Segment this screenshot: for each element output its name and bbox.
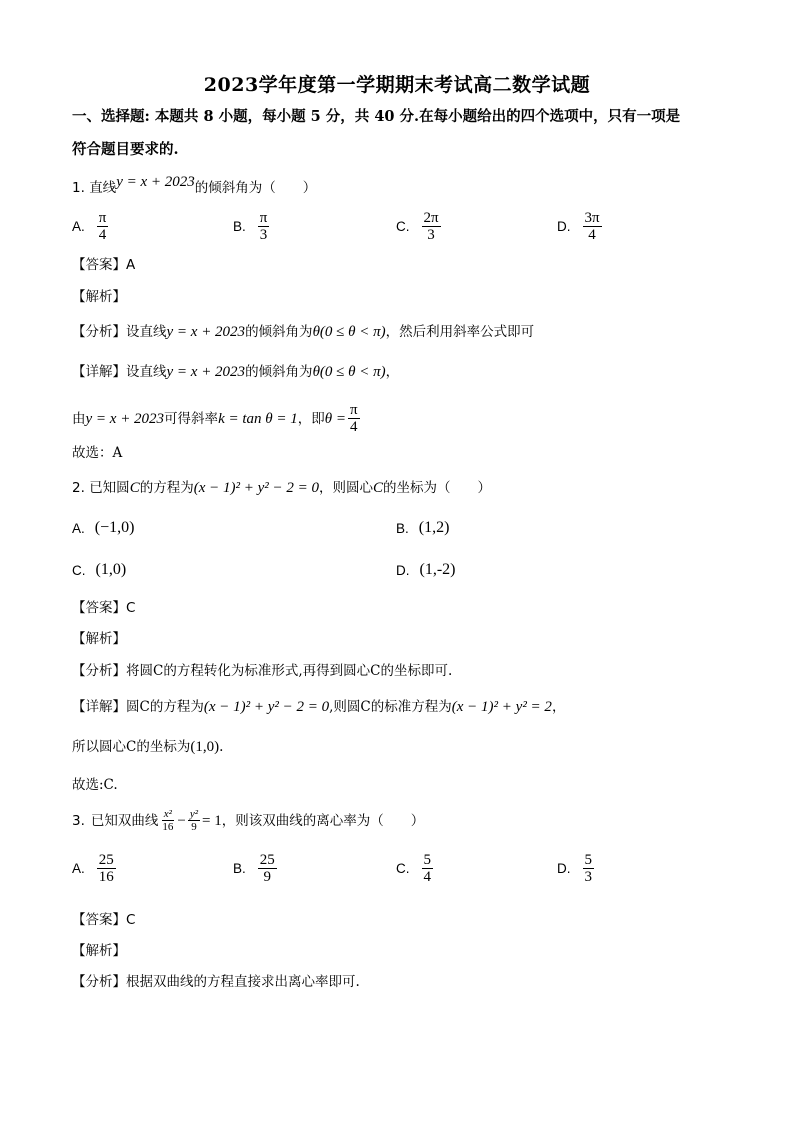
answer-value: A bbox=[126, 257, 136, 273]
fenxi-label: 【分析】 bbox=[72, 663, 126, 679]
equation: (x − 1)² + y² = 2 bbox=[451, 699, 552, 715]
text: 设直线 bbox=[126, 364, 167, 380]
answer-label: 【答案】 bbox=[72, 600, 126, 616]
option-label: C. bbox=[396, 219, 410, 234]
so-line bbox=[72, 737, 223, 757]
equation: (x − 1)² + y² − 2 = 0 bbox=[193, 480, 319, 496]
question-text: 已知双曲线 bbox=[90, 812, 159, 829]
option-label: A. bbox=[72, 219, 85, 234]
detail-line bbox=[72, 697, 565, 717]
option-b[interactable] bbox=[233, 210, 271, 243]
answer-value: C bbox=[126, 912, 136, 928]
detail-label: 【详解】 bbox=[72, 364, 126, 380]
fenxi-label: 【分析】 bbox=[72, 324, 126, 340]
equation: y = x + 2023 bbox=[85, 410, 165, 427]
equation: (x − 1)² + y² − 2 = 0 bbox=[203, 699, 330, 715]
fenxi-line bbox=[72, 972, 360, 992]
option-fraction: $\frac{5}{4}$ bbox=[423, 852, 431, 885]
equation: θ = bbox=[324, 410, 346, 427]
answer-line bbox=[72, 598, 135, 618]
option-label: C. bbox=[72, 562, 86, 578]
question-number: 2. bbox=[72, 480, 85, 496]
option-fraction: $\frac{\pi}{3}$ bbox=[259, 210, 268, 243]
variable: C bbox=[129, 480, 140, 496]
fenxi-label: 【分析】 bbox=[72, 974, 126, 990]
option-d[interactable] bbox=[557, 210, 604, 243]
option-fraction: $\frac{2\pi}{3}$ bbox=[423, 210, 439, 243]
text: 根据双曲线的方程直接求出离心率即可. bbox=[126, 974, 360, 990]
equation: y = x + 2023 bbox=[116, 174, 195, 190]
option-fraction: $\frac{3\pi}{4}$ bbox=[584, 210, 600, 243]
option-value: (1,-2) bbox=[419, 561, 456, 578]
option-label: D. bbox=[557, 861, 571, 876]
answer-label: 【答案】 bbox=[72, 912, 126, 928]
fenxi-line bbox=[72, 322, 534, 342]
conclusion-line: 故选：A bbox=[72, 445, 123, 461]
fenxi-line bbox=[72, 661, 452, 681]
option-c[interactable] bbox=[396, 852, 435, 885]
option-value: (−1,0) bbox=[94, 519, 135, 536]
variable: C bbox=[373, 480, 384, 496]
answer-line bbox=[72, 255, 135, 275]
option-c[interactable] bbox=[396, 210, 443, 243]
detail-line bbox=[72, 362, 399, 382]
text: 可得斜率 bbox=[164, 410, 219, 427]
equation: θ(0 ≤ θ < π) bbox=[312, 364, 386, 380]
option-label: C. bbox=[396, 861, 410, 876]
equation: = 1 bbox=[202, 812, 222, 829]
option-label: A. bbox=[72, 520, 85, 536]
question-text: 的倾斜角为（ ） bbox=[194, 180, 317, 196]
option-b[interactable] bbox=[396, 519, 449, 537]
option-b[interactable] bbox=[233, 852, 279, 885]
option-value: (1,0) bbox=[95, 561, 127, 578]
analysis-label: 【解析】 bbox=[72, 631, 126, 647]
option-value: (1,2) bbox=[418, 519, 450, 536]
section-heading-line2: 符合题目要求的. bbox=[72, 141, 179, 158]
text: 的倾斜角为 bbox=[245, 364, 313, 380]
text: ， bbox=[551, 699, 566, 715]
option-label: B. bbox=[233, 219, 246, 234]
text: 所以圆心C的坐标为 bbox=[72, 739, 191, 755]
text: 的倾斜角为 bbox=[245, 324, 313, 340]
option-fraction: $\frac{25}{16}$ bbox=[98, 852, 114, 885]
option-a[interactable] bbox=[72, 852, 118, 885]
equation: θ(0 ≤ θ < π) bbox=[312, 324, 386, 340]
equation: k = tan θ = 1 bbox=[218, 410, 298, 427]
analysis-label: 【解析】 bbox=[72, 943, 126, 959]
option-fraction: $\frac{5}{3}$ bbox=[584, 852, 592, 885]
question-number: 1. bbox=[72, 180, 85, 196]
text: 圆C的方程为 bbox=[126, 699, 204, 715]
answer-value: C bbox=[126, 600, 136, 616]
operator: − bbox=[177, 812, 186, 829]
text: ，然后利用斜率公式即可 bbox=[385, 324, 535, 340]
text: . bbox=[219, 739, 224, 755]
option-label: D. bbox=[557, 219, 571, 234]
option-label: D. bbox=[396, 562, 410, 578]
question-text: 已知圆 bbox=[89, 480, 130, 496]
option-d[interactable] bbox=[396, 561, 455, 579]
question-text: ，则圆心 bbox=[319, 480, 373, 496]
question-number: 3. bbox=[72, 812, 85, 829]
option-a[interactable] bbox=[72, 519, 134, 537]
option-label: B. bbox=[396, 520, 409, 536]
question-text: 直线 bbox=[89, 180, 117, 196]
section-heading-line1: 一、选择题: 本题共 8 小题，每小题 5 分，共 40 分.在每小题给出的四个选项中，只有一项是 bbox=[72, 108, 681, 125]
fraction: $\frac{\text{y²}}{9}$ bbox=[189, 808, 199, 833]
page-title: 2023学年度第一学期期末考试高二数学试题 bbox=[203, 74, 591, 96]
question-1 bbox=[72, 174, 317, 198]
option-label: B. bbox=[233, 861, 246, 876]
question-3 bbox=[72, 808, 424, 833]
answer-line bbox=[72, 910, 135, 930]
option-c[interactable] bbox=[72, 561, 126, 579]
question-text: 的坐标为（ ） bbox=[383, 480, 492, 496]
fraction: $\frac{\pi}{4}$ bbox=[350, 402, 358, 435]
equation: y = x + 2023 bbox=[166, 324, 246, 340]
question-2 bbox=[72, 478, 491, 498]
detail-label: 【详解】 bbox=[72, 699, 126, 715]
answer-label: 【答案】 bbox=[72, 257, 126, 273]
text: ， bbox=[385, 364, 400, 380]
text: 设直线 bbox=[126, 324, 167, 340]
equation: y = x + 2023 bbox=[166, 364, 246, 380]
option-fraction: $\frac{\pi}{4}$ bbox=[98, 210, 107, 243]
option-label: A. bbox=[72, 861, 85, 876]
fraction: $\frac{\text{x²}}{16}$ bbox=[162, 808, 174, 833]
text: ,则圆C的标准方程为 bbox=[329, 699, 452, 715]
detail-line-2 bbox=[72, 402, 362, 435]
option-fraction: $\frac{25}{9}$ bbox=[259, 852, 275, 885]
equation: (1,0) bbox=[190, 739, 220, 755]
conclusion-line: 故选:C. bbox=[72, 777, 118, 793]
question-text: ，则该双曲线的离心率为（ ） bbox=[221, 812, 425, 829]
text: 将圆C的方程转化为标准形式,再得到圆心C的坐标即可. bbox=[126, 663, 453, 679]
text: 由 bbox=[72, 410, 86, 427]
analysis-label: 【解析】 bbox=[72, 289, 126, 305]
option-a[interactable] bbox=[72, 210, 110, 243]
text: ，即 bbox=[297, 410, 325, 427]
option-d[interactable] bbox=[557, 852, 596, 885]
question-text: 的方程为 bbox=[139, 480, 194, 496]
